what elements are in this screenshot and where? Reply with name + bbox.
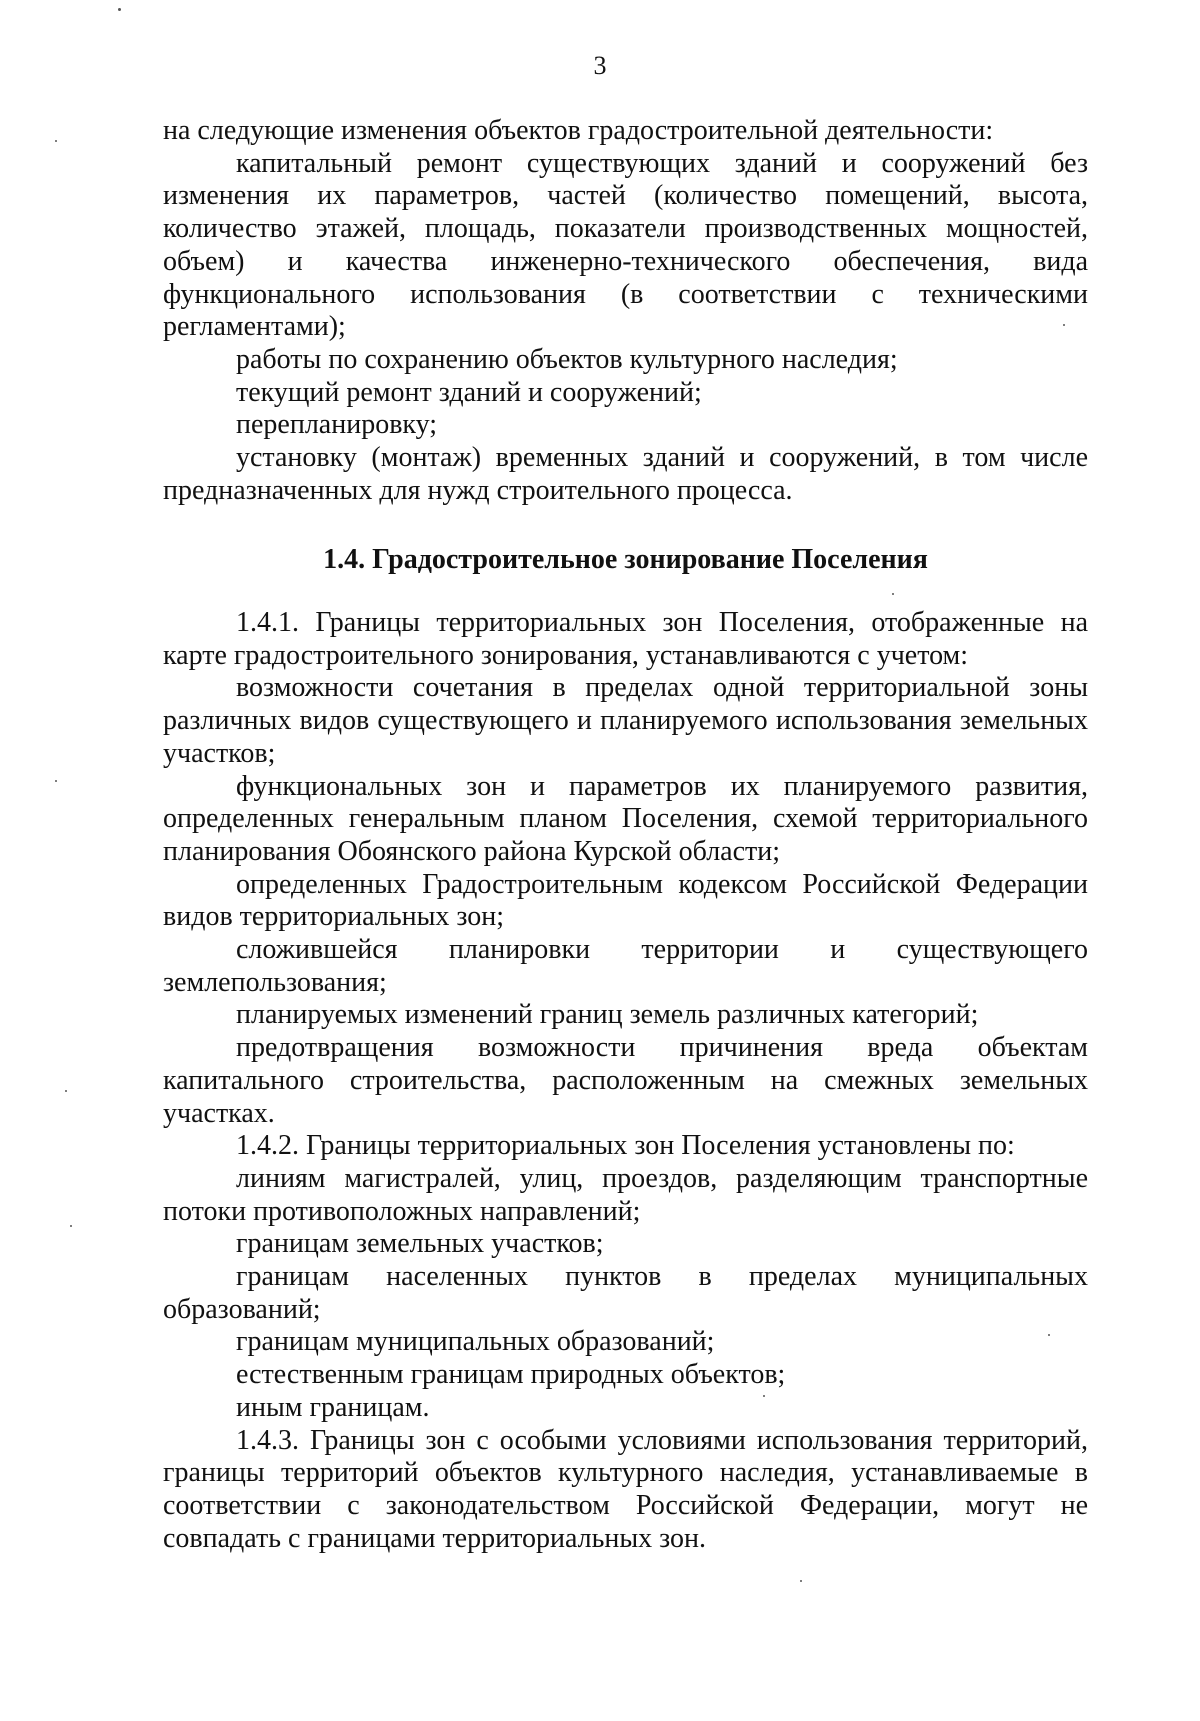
list-item: сложившейся планировки территории и существующего землепользования;: [163, 934, 1088, 998]
scan-speck: [1063, 324, 1065, 326]
scan-speck: [118, 8, 121, 11]
list-item: границам муниципальных образований;: [236, 1326, 715, 1358]
scan-speck: [55, 140, 57, 142]
list-item: текущий ремонт зданий и сооружений;: [236, 376, 702, 408]
clause-1-4-3: 1.4.3. Границы зон с особыми условиями использования территорий, границы территорий объектов культурного наследия, устанавливаемые в соответствии с законодательством Российской Федерации, могут не совпадать с границами территориальных зон.: [163, 1424, 1088, 1554]
scan-speck: [70, 1225, 72, 1227]
clause-1-4-2: 1.4.2. Границы территориальных зон Поселения установлены по:: [236, 1130, 1015, 1162]
scan-speck: [65, 1090, 67, 1092]
list-item: границам населенных пунктов в пределах муниципальных образований;: [163, 1261, 1088, 1325]
list-item: линиям магистралей, улиц, проездов, разделяющим транспортные потоки противоположных направлений;: [163, 1162, 1088, 1227]
lower-text-block: [163, 607, 1088, 1555]
clause-1-4-1: 1.4.1. Границы территориальных зон Поселения, отображенные на карте градостроительного зонирования, устанавливаются с учетом:: [163, 607, 1088, 671]
scan-speck: [800, 1580, 802, 1582]
page-number: 3: [593, 51, 607, 80]
scan-speck: [892, 593, 894, 595]
list-item: естественным границам природных объектов;: [236, 1359, 786, 1391]
list-item: предотвращения возможности причинения вреда объектам капитального строительства, расположенным на смежных земельных участках.: [163, 1032, 1088, 1129]
list-item: иным границам.: [236, 1391, 430, 1423]
list-item: перепланировку;: [236, 409, 438, 441]
list-item: капитальный ремонт существующих зданий и сооружений без изменения их параметров, частей (количество помещений, высота, количество этажей, площадь, показатели производственных мощностей, объем) и качества инженерно-технического обеспечения, вида функционального использования (в соответствии с техническими регламентами);: [163, 147, 1088, 343]
list-item: работы по сохранению объектов культурного наследия;: [236, 343, 898, 375]
list-item: определенных Градостроительным кодексом Российской Федерации видов территориальных зон;: [163, 868, 1088, 933]
upper-text-block: [163, 115, 1088, 507]
intro-paragraph: на следующие изменения объектов градостроительной деятельности:: [163, 115, 994, 146]
list-item: планируемых изменений границ земель различных категорий;: [236, 999, 979, 1031]
list-item: функциональных зон и параметров их планируемого развития, определенных генеральным планом Поселения, схемой территориального планирования Обоянского района Курской области;: [163, 770, 1088, 867]
scan-speck: [1048, 1334, 1050, 1336]
section-heading: 1.4. Градостроительное зонирование Поселения: [323, 544, 928, 575]
scan-speck: [55, 780, 57, 782]
scan-speck: [763, 1395, 765, 1397]
list-item: границам земельных участков;: [236, 1228, 604, 1260]
list-item: возможности сочетания в пределах одной территориальной зоны различных видов существующего и планируемого использования земельных участков;: [163, 672, 1088, 769]
list-item: установку (монтаж) временных зданий и сооружений, в том числе предназначенных для нужд строительного процесса.: [163, 442, 1088, 506]
